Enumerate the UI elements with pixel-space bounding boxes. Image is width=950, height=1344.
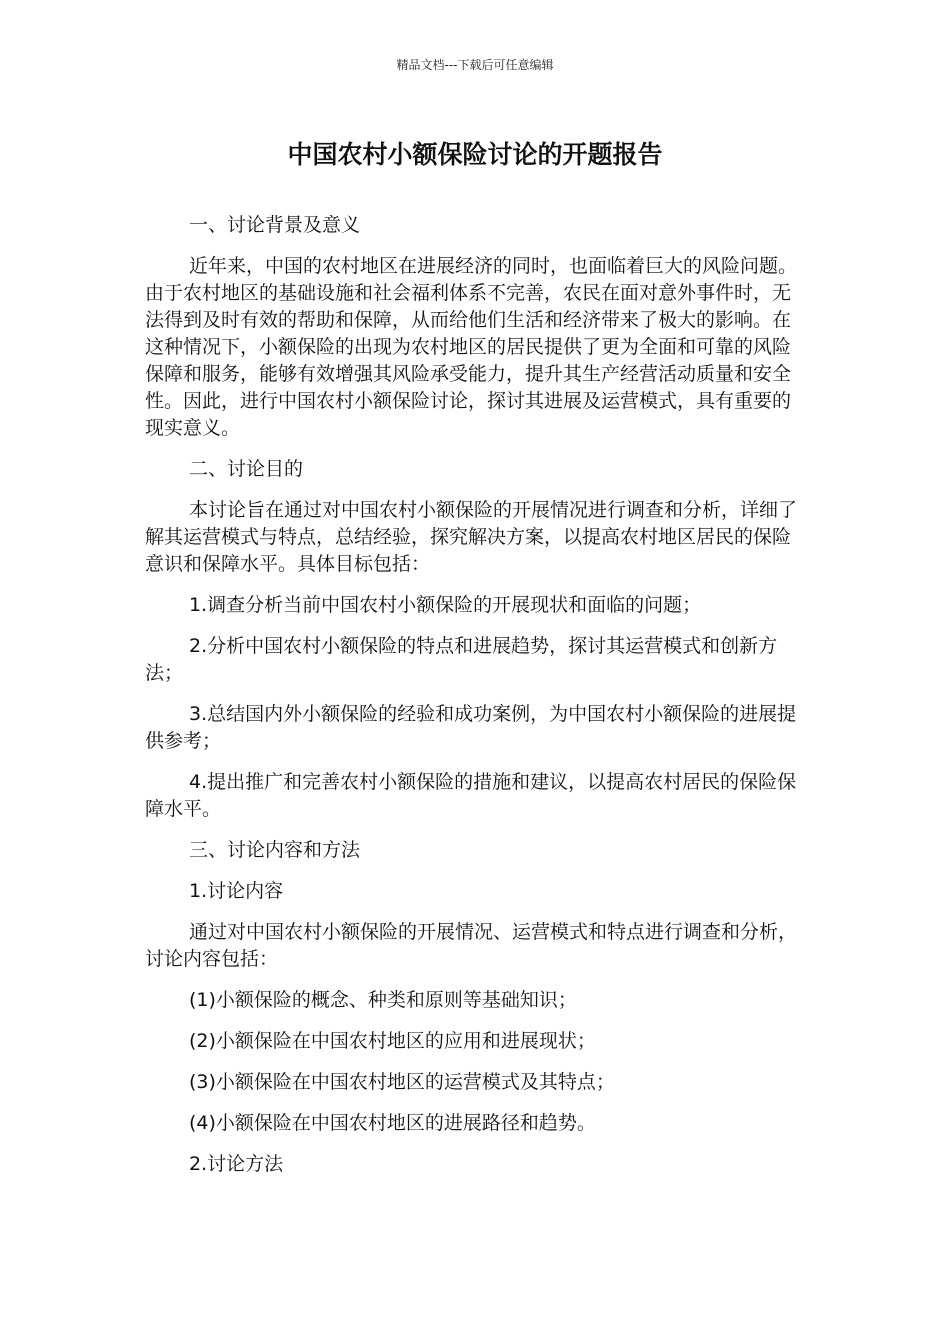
goal-item: 2.分析中国农村小额保险的特点和进展趋势，探讨其运营模式和创新方法； (145, 635, 778, 684)
subsection-heading-content: 1.讨论内容 (189, 880, 284, 902)
goal-item: 3.总结国内外小额保险的经验和成功案例，为中国农村小额保险的进展提供参考； (145, 703, 797, 752)
content-item: (1)小额保险的概念、种类和原则等基础知识； (189, 989, 577, 1011)
goal-item: 4.提出推广和完善农村小额保险的措施和建议，以提高农村居民的保险保障水平。 (145, 771, 797, 820)
goal-item: 1.调查分析当前中国农村小额保险的开展现状和面临的问题； (189, 594, 702, 616)
paragraph-purpose: 本讨论旨在通过对中国农村小额保险的开展情况进行调查和分析，详细了解其运营模式与特点，总结经验，探究解决方案，以提高农村地区居民的保险意识和保障水平。具体目标包括： (145, 499, 798, 575)
header-note: 精品文档---下载后可任意编辑 (396, 58, 554, 72)
section-heading-purpose: 二、讨论目的 (189, 458, 304, 480)
content-item: (3)小额保险在中国农村地区的运营模式及其特点； (189, 1071, 615, 1093)
content-item: (4)小额保险在中国农村地区的进展路径和趋势。 (189, 1112, 596, 1134)
section-heading-content-method: 三、讨论内容和方法 (189, 839, 361, 861)
content-item: (2)小额保险在中国农村地区的应用和进展现状； (189, 1030, 596, 1052)
paragraph-content: 通过对中国农村小额保险的开展情况、运营模式和特点进行调查和分析，讨论内容包括： (145, 921, 798, 970)
document-body (145, 212, 805, 1192)
section-heading-background: 一、讨论背景及意义 (189, 214, 361, 236)
paragraph-background: 近年来，中国的农村地区在进展经济的同时，也面临着巨大的风险问题。由于农村地区的基础设施和社会福利体系不完善，农民在面对意外事件时，无法得到及时有效的帮助和保障，从而给他们生活和经济带来了极大的影响。在这种情况下，小额保险的出现为农村地区的居民提供了更为全面和可靠的风险保障和服务，能够有效增强其风险承受能力，提升其生产经营活动质量和安全性。因此，进行中国农村小额保险讨论，探讨其进展及运营模式，具有重要的现实意义。 (145, 255, 798, 439)
document-title: 中国农村小额保险讨论的开题报告 (287, 140, 663, 169)
subsection-heading-method: 2.讨论方法 (189, 1153, 284, 1175)
